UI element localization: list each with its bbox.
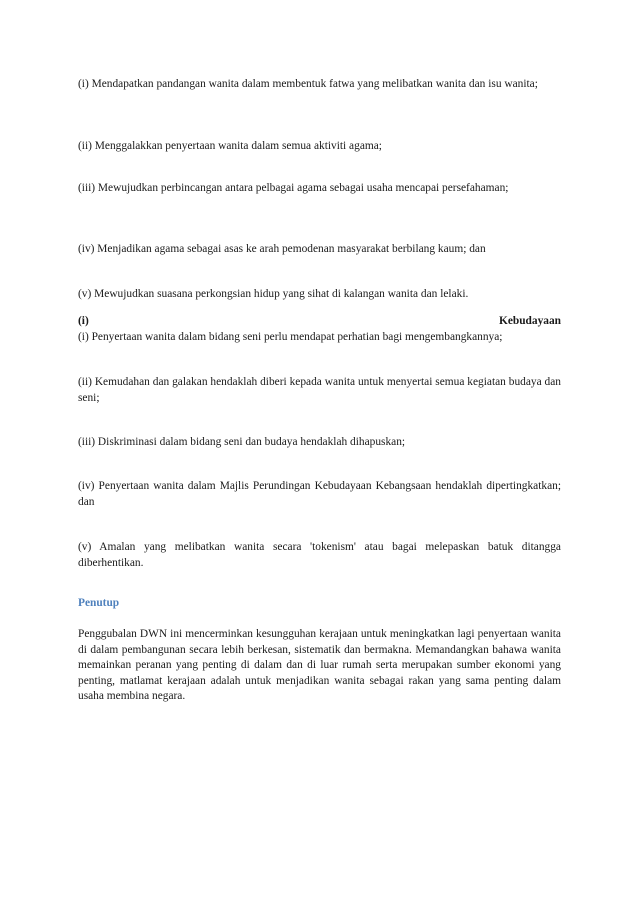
kebudayaan-item-5: (v) Amalan yang melibatkan wanita secara 'tokenism' atau bagai melepaskan batuk ditangga diberhentikan. <box>78 541 561 569</box>
kebudayaan-item-4: (iv) Penyertaan wanita dalam Majlis Perundingan Kebudayaan Kebangsaan hendaklah dipertingkatkan; dan <box>78 480 561 508</box>
agama-item-3: (iii) Mewujudkan perbincangan antara pelbagai agama sebagai usaha mencapai persefahaman; <box>78 182 509 194</box>
agama-item-5: (v) Mewujudkan suasana perkongsian hidup yang sihat di kalangan wanita dan lelaki. <box>78 288 469 300</box>
penutup-heading: Penutup <box>78 597 120 609</box>
agama-item-2: (ii) Menggalakkan penyertaan wanita dalam semua aktiviti agama; <box>78 140 382 152</box>
kebudayaan-item-3: (iii) Diskriminasi dalam bidang seni dan budaya hendaklah dihapuskan; <box>78 436 406 448</box>
kebudayaan-item-1: (i) Penyertaan wanita dalam bidang seni perlu mendapat perhatian bagi mengembangkannya; <box>78 331 503 343</box>
agama-item-4: (iv) Menjadikan agama sebagai asas ke arah pemodenan masyarakat berbilang kaum; dan <box>78 243 486 255</box>
kebudayaan-heading-title: Kebudayaan <box>498 315 561 327</box>
kebudayaan-heading-number: (i) <box>78 315 89 327</box>
document-page <box>78 0 561 903</box>
kebudayaan-heading <box>78 314 561 330</box>
agama-item-1: (i) Mendapatkan pandangan wanita dalam membentuk fatwa yang melibatkan wanita dan isu wanita; <box>78 78 538 90</box>
penutup-paragraph: Penggubalan DWN ini mencerminkan kesungguhan kerajaan untuk meningkatkan lagi penyertaan wanita di dalam pembangunan secara lebih berkesan, sistematik dan bermakna. Memandangkan bahawa wanita memainkan peranan yang penting di dalam dan di luar rumah serta merupakan sumber ekonomi yang penting, matlamat kerajaan adalah untuk menjadikan wanita sebagai rakan yang sama penting dalam usaha membina negara. <box>78 628 561 702</box>
kebudayaan-item-2: (ii) Kemudahan dan galakan hendaklah diberi kepada wanita untuk menyertai semua kegiatan budaya dan seni; <box>78 376 561 404</box>
